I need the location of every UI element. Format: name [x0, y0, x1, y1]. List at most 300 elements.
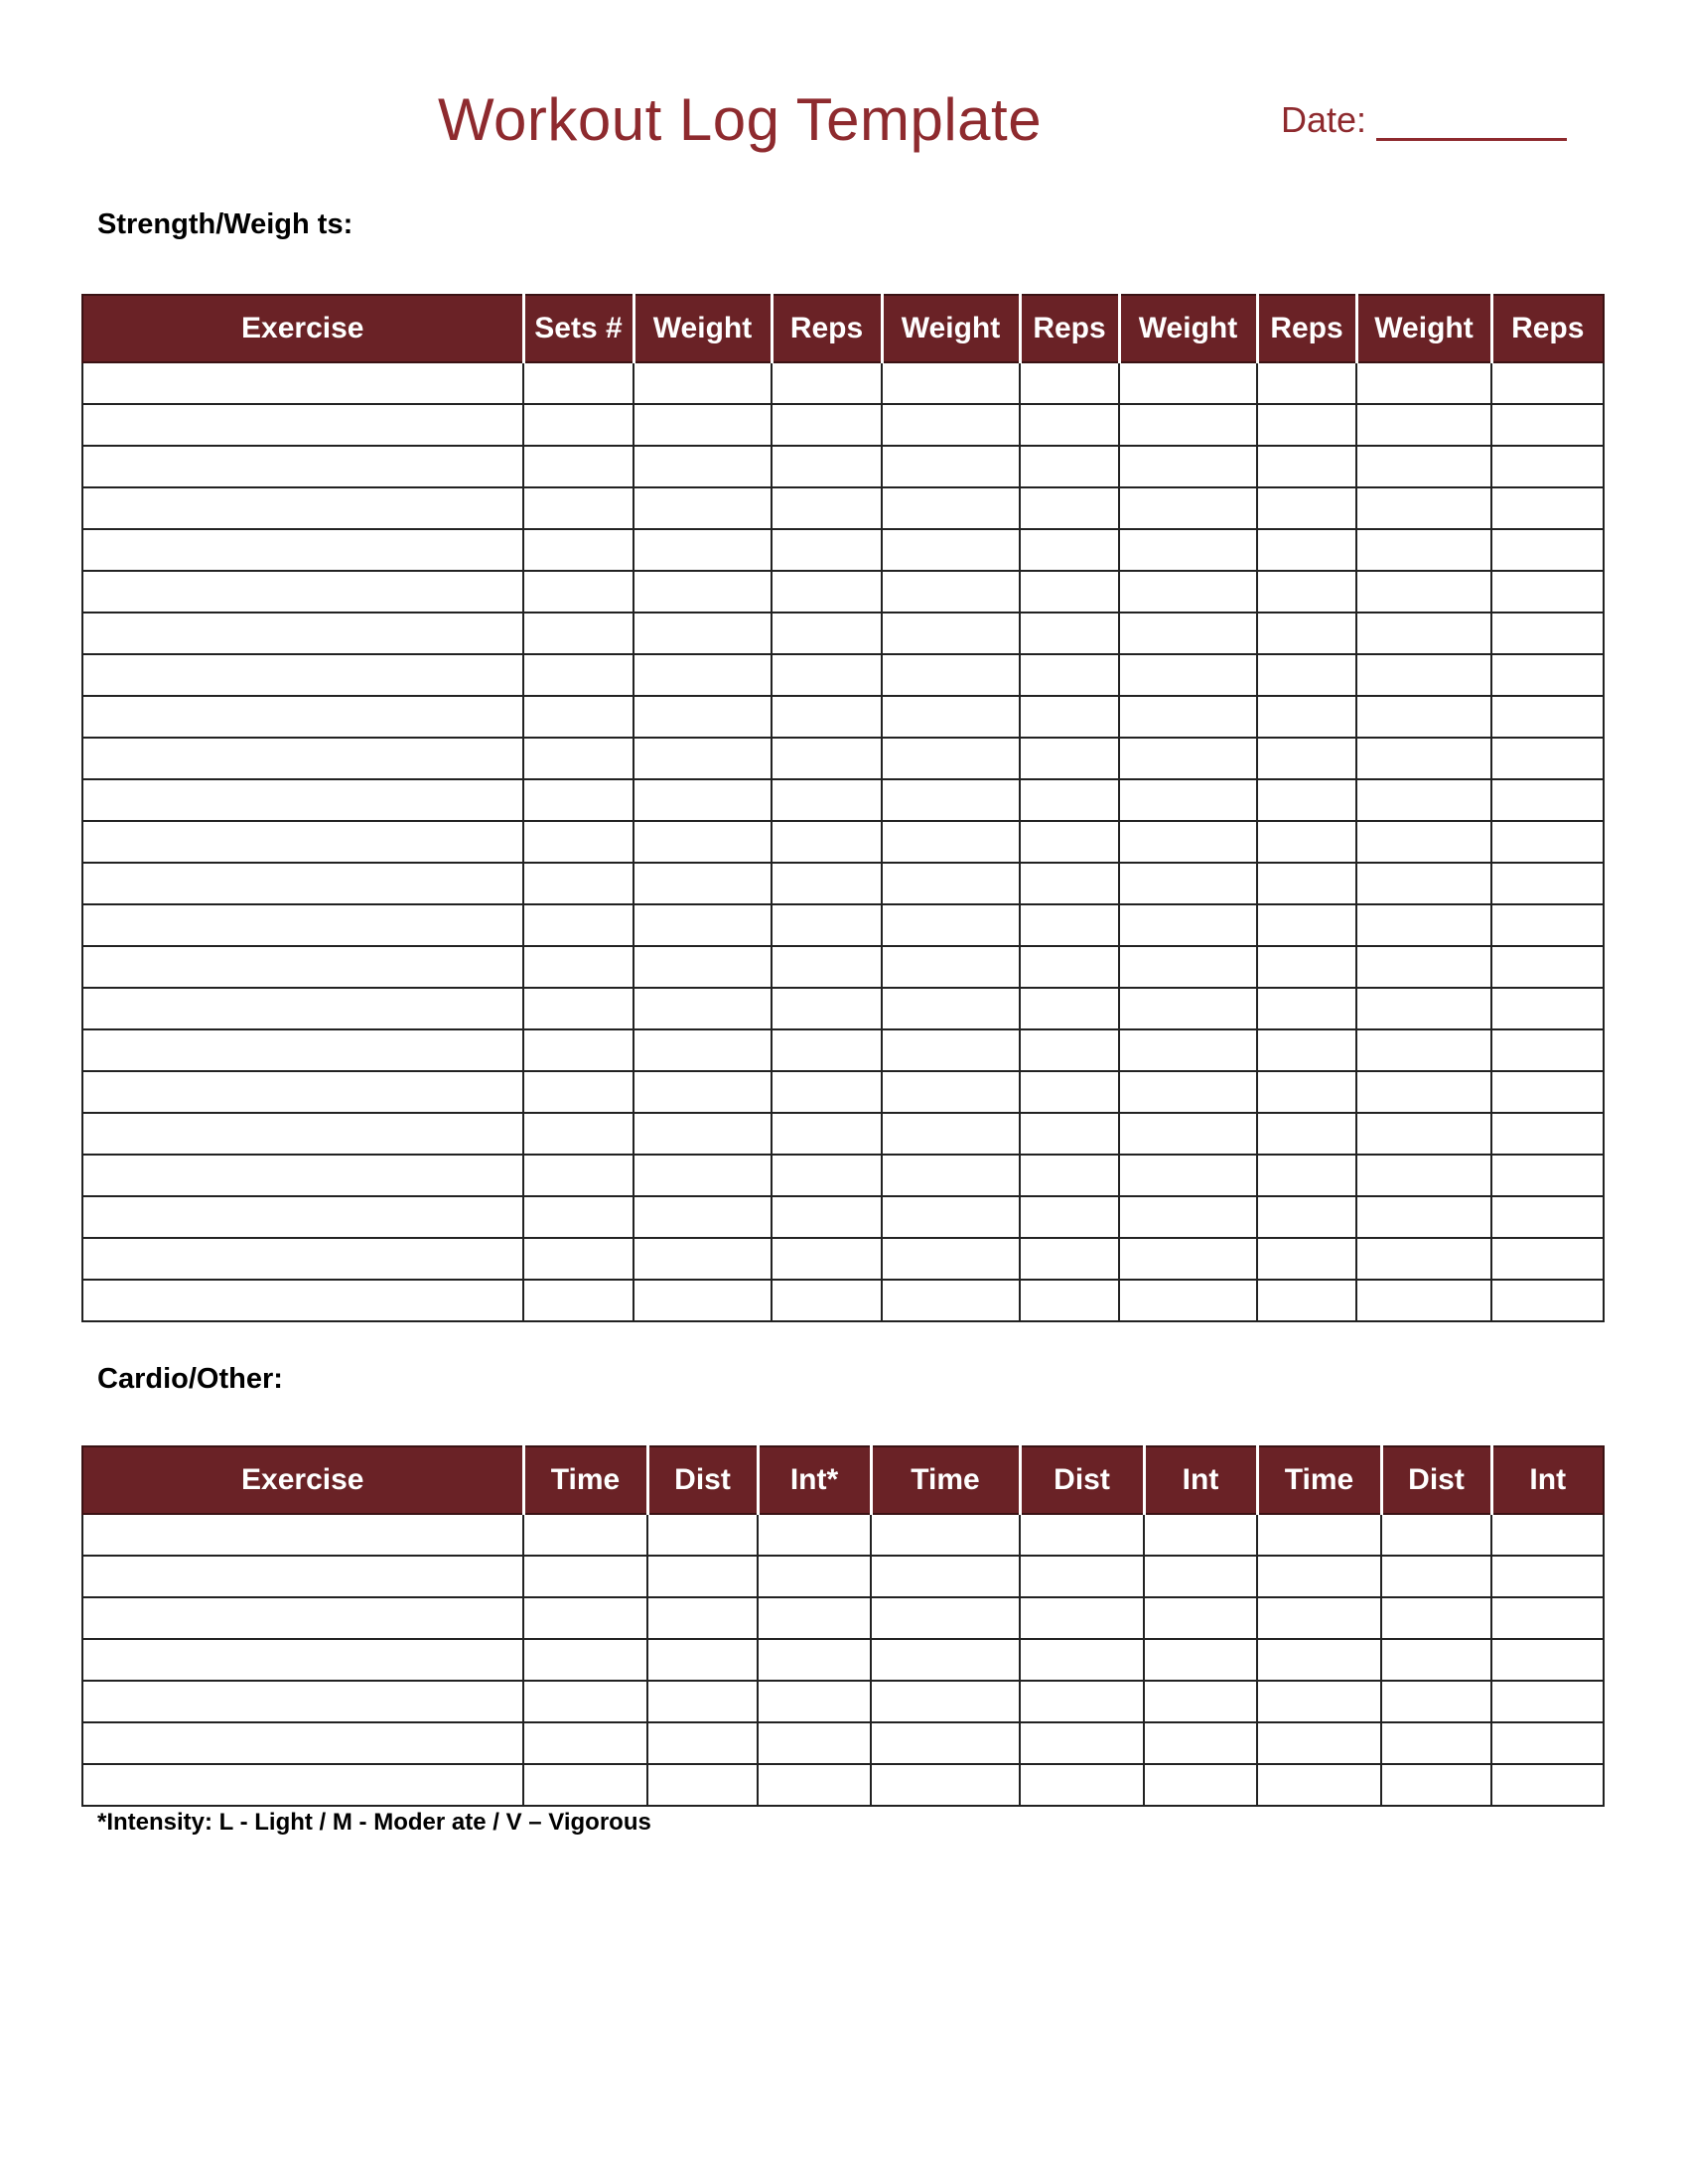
- strength-entry-cell[interactable]: [1119, 863, 1257, 904]
- strength-entry-cell[interactable]: [633, 1238, 772, 1280]
- strength-entry-cell[interactable]: [633, 1029, 772, 1071]
- strength-entry-cell[interactable]: [82, 529, 523, 571]
- strength-entry-cell[interactable]: [523, 779, 633, 821]
- strength-entry-cell[interactable]: [1356, 1029, 1491, 1071]
- strength-entry-cell[interactable]: [1020, 1155, 1119, 1196]
- strength-entry-cell[interactable]: [1119, 738, 1257, 779]
- cardio-entry-cell[interactable]: [523, 1722, 647, 1764]
- strength-entry-cell[interactable]: [633, 821, 772, 863]
- strength-entry-cell[interactable]: [1119, 654, 1257, 696]
- strength-entry-cell[interactable]: [633, 988, 772, 1029]
- cardio-entry-cell[interactable]: [1144, 1639, 1257, 1681]
- strength-entry-cell[interactable]: [633, 779, 772, 821]
- strength-entry-cell[interactable]: [1356, 1280, 1491, 1321]
- strength-entry-cell[interactable]: [1257, 613, 1356, 654]
- strength-entry-cell[interactable]: [1491, 571, 1604, 613]
- strength-entry-cell[interactable]: [1491, 946, 1604, 988]
- cardio-entry-cell[interactable]: [1491, 1639, 1604, 1681]
- strength-entry-cell[interactable]: [1020, 1071, 1119, 1113]
- strength-entry-cell[interactable]: [1119, 1113, 1257, 1155]
- strength-entry-cell[interactable]: [1257, 821, 1356, 863]
- strength-entry-cell[interactable]: [1020, 362, 1119, 404]
- cardio-entry-cell[interactable]: [1491, 1556, 1604, 1597]
- strength-entry-cell[interactable]: [882, 613, 1020, 654]
- strength-entry-cell[interactable]: [772, 529, 882, 571]
- cardio-entry-cell[interactable]: [1381, 1597, 1491, 1639]
- strength-entry-cell[interactable]: [772, 696, 882, 738]
- strength-entry-cell[interactable]: [1020, 779, 1119, 821]
- strength-entry-cell[interactable]: [633, 1280, 772, 1321]
- strength-entry-cell[interactable]: [1491, 696, 1604, 738]
- cardio-entry-cell[interactable]: [1144, 1514, 1257, 1556]
- cardio-entry-cell[interactable]: [647, 1722, 758, 1764]
- strength-entry-cell[interactable]: [1020, 613, 1119, 654]
- cardio-entry-cell[interactable]: [758, 1556, 871, 1597]
- strength-entry-cell[interactable]: [523, 571, 633, 613]
- cardio-entry-cell[interactable]: [1257, 1597, 1381, 1639]
- strength-entry-cell[interactable]: [1257, 946, 1356, 988]
- cardio-entry-cell[interactable]: [647, 1597, 758, 1639]
- strength-entry-cell[interactable]: [1020, 1238, 1119, 1280]
- strength-entry-cell[interactable]: [1119, 904, 1257, 946]
- strength-entry-cell[interactable]: [1020, 988, 1119, 1029]
- strength-entry-cell[interactable]: [523, 904, 633, 946]
- strength-entry-cell[interactable]: [1119, 1155, 1257, 1196]
- strength-entry-cell[interactable]: [1020, 863, 1119, 904]
- strength-entry-cell[interactable]: [1491, 863, 1604, 904]
- strength-entry-cell[interactable]: [1020, 738, 1119, 779]
- strength-entry-cell[interactable]: [1356, 654, 1491, 696]
- strength-entry-cell[interactable]: [882, 1155, 1020, 1196]
- cardio-entry-cell[interactable]: [647, 1514, 758, 1556]
- strength-entry-cell[interactable]: [1356, 946, 1491, 988]
- strength-entry-cell[interactable]: [1491, 738, 1604, 779]
- strength-entry-cell[interactable]: [633, 613, 772, 654]
- strength-entry-cell[interactable]: [1020, 696, 1119, 738]
- strength-entry-cell[interactable]: [1491, 988, 1604, 1029]
- strength-entry-cell[interactable]: [1119, 1238, 1257, 1280]
- strength-entry-cell[interactable]: [882, 863, 1020, 904]
- strength-entry-cell[interactable]: [1020, 1113, 1119, 1155]
- cardio-entry-cell[interactable]: [871, 1597, 1020, 1639]
- strength-entry-cell[interactable]: [1356, 988, 1491, 1029]
- cardio-entry-cell[interactable]: [1257, 1764, 1381, 1806]
- strength-entry-cell[interactable]: [772, 738, 882, 779]
- cardio-entry-cell[interactable]: [758, 1514, 871, 1556]
- strength-entry-cell[interactable]: [1356, 1071, 1491, 1113]
- strength-entry-cell[interactable]: [1257, 1155, 1356, 1196]
- strength-entry-cell[interactable]: [772, 571, 882, 613]
- strength-entry-cell[interactable]: [1119, 1280, 1257, 1321]
- strength-entry-cell[interactable]: [1257, 654, 1356, 696]
- cardio-entry-cell[interactable]: [1144, 1556, 1257, 1597]
- strength-entry-cell[interactable]: [1257, 1071, 1356, 1113]
- strength-entry-cell[interactable]: [1356, 571, 1491, 613]
- strength-entry-cell[interactable]: [633, 571, 772, 613]
- strength-entry-cell[interactable]: [1356, 362, 1491, 404]
- strength-entry-cell[interactable]: [82, 1071, 523, 1113]
- cardio-entry-cell[interactable]: [758, 1722, 871, 1764]
- strength-entry-cell[interactable]: [523, 863, 633, 904]
- strength-entry-cell[interactable]: [1257, 988, 1356, 1029]
- strength-entry-cell[interactable]: [1356, 487, 1491, 529]
- strength-entry-cell[interactable]: [1257, 696, 1356, 738]
- strength-entry-cell[interactable]: [1356, 863, 1491, 904]
- strength-entry-cell[interactable]: [882, 654, 1020, 696]
- strength-entry-cell[interactable]: [1356, 613, 1491, 654]
- strength-entry-cell[interactable]: [82, 779, 523, 821]
- cardio-entry-cell[interactable]: [82, 1556, 523, 1597]
- strength-entry-cell[interactable]: [882, 1113, 1020, 1155]
- cardio-entry-cell[interactable]: [1144, 1722, 1257, 1764]
- strength-entry-cell[interactable]: [1119, 696, 1257, 738]
- cardio-entry-cell[interactable]: [1020, 1514, 1144, 1556]
- strength-entry-cell[interactable]: [772, 1029, 882, 1071]
- strength-entry-cell[interactable]: [882, 1196, 1020, 1238]
- strength-entry-cell[interactable]: [633, 487, 772, 529]
- cardio-entry-cell[interactable]: [647, 1639, 758, 1681]
- strength-entry-cell[interactable]: [1257, 1029, 1356, 1071]
- cardio-entry-cell[interactable]: [1491, 1764, 1604, 1806]
- cardio-entry-cell[interactable]: [82, 1764, 523, 1806]
- strength-entry-cell[interactable]: [1257, 863, 1356, 904]
- strength-entry-cell[interactable]: [1020, 1029, 1119, 1071]
- cardio-entry-cell[interactable]: [1144, 1681, 1257, 1722]
- strength-entry-cell[interactable]: [523, 1238, 633, 1280]
- strength-entry-cell[interactable]: [1020, 446, 1119, 487]
- strength-entry-cell[interactable]: [1257, 904, 1356, 946]
- strength-entry-cell[interactable]: [882, 1238, 1020, 1280]
- cardio-entry-cell[interactable]: [871, 1722, 1020, 1764]
- strength-entry-cell[interactable]: [82, 946, 523, 988]
- strength-entry-cell[interactable]: [82, 1113, 523, 1155]
- cardio-entry-cell[interactable]: [647, 1556, 758, 1597]
- strength-entry-cell[interactable]: [882, 1071, 1020, 1113]
- strength-entry-cell[interactable]: [1257, 446, 1356, 487]
- strength-entry-cell[interactable]: [772, 487, 882, 529]
- cardio-entry-cell[interactable]: [82, 1639, 523, 1681]
- strength-entry-cell[interactable]: [523, 654, 633, 696]
- strength-entry-cell[interactable]: [882, 362, 1020, 404]
- strength-entry-cell[interactable]: [523, 1029, 633, 1071]
- strength-entry-cell[interactable]: [1119, 946, 1257, 988]
- strength-entry-cell[interactable]: [1491, 1196, 1604, 1238]
- strength-entry-cell[interactable]: [1356, 529, 1491, 571]
- strength-entry-cell[interactable]: [1257, 779, 1356, 821]
- cardio-entry-cell[interactable]: [1020, 1597, 1144, 1639]
- cardio-entry-cell[interactable]: [871, 1681, 1020, 1722]
- cardio-entry-cell[interactable]: [1491, 1722, 1604, 1764]
- strength-entry-cell[interactable]: [82, 487, 523, 529]
- strength-entry-cell[interactable]: [1020, 529, 1119, 571]
- cardio-entry-cell[interactable]: [1381, 1764, 1491, 1806]
- strength-entry-cell[interactable]: [523, 696, 633, 738]
- strength-entry-cell[interactable]: [1119, 613, 1257, 654]
- strength-entry-cell[interactable]: [882, 738, 1020, 779]
- strength-entry-cell[interactable]: [523, 404, 633, 446]
- strength-entry-cell[interactable]: [772, 863, 882, 904]
- strength-entry-cell[interactable]: [1119, 1071, 1257, 1113]
- strength-entry-cell[interactable]: [772, 654, 882, 696]
- strength-entry-cell[interactable]: [1119, 571, 1257, 613]
- strength-entry-cell[interactable]: [1020, 654, 1119, 696]
- strength-entry-cell[interactable]: [1257, 1196, 1356, 1238]
- strength-entry-cell[interactable]: [1020, 571, 1119, 613]
- strength-entry-cell[interactable]: [772, 404, 882, 446]
- strength-entry-cell[interactable]: [1020, 1280, 1119, 1321]
- strength-entry-cell[interactable]: [82, 988, 523, 1029]
- cardio-entry-cell[interactable]: [758, 1681, 871, 1722]
- strength-entry-cell[interactable]: [1356, 738, 1491, 779]
- strength-entry-cell[interactable]: [1119, 821, 1257, 863]
- strength-entry-cell[interactable]: [882, 446, 1020, 487]
- cardio-entry-cell[interactable]: [523, 1639, 647, 1681]
- strength-entry-cell[interactable]: [1491, 487, 1604, 529]
- cardio-entry-cell[interactable]: [871, 1514, 1020, 1556]
- strength-entry-cell[interactable]: [1491, 1280, 1604, 1321]
- cardio-entry-cell[interactable]: [1491, 1597, 1604, 1639]
- strength-entry-cell[interactable]: [882, 904, 1020, 946]
- strength-entry-cell[interactable]: [82, 613, 523, 654]
- strength-entry-cell[interactable]: [882, 404, 1020, 446]
- strength-entry-cell[interactable]: [1020, 946, 1119, 988]
- strength-entry-cell[interactable]: [633, 1071, 772, 1113]
- strength-entry-cell[interactable]: [772, 988, 882, 1029]
- strength-entry-cell[interactable]: [523, 529, 633, 571]
- strength-entry-cell[interactable]: [82, 904, 523, 946]
- strength-entry-cell[interactable]: [772, 779, 882, 821]
- cardio-entry-cell[interactable]: [758, 1639, 871, 1681]
- strength-entry-cell[interactable]: [772, 613, 882, 654]
- cardio-entry-cell[interactable]: [1020, 1722, 1144, 1764]
- strength-entry-cell[interactable]: [1356, 446, 1491, 487]
- strength-entry-cell[interactable]: [633, 696, 772, 738]
- strength-entry-cell[interactable]: [633, 529, 772, 571]
- strength-entry-cell[interactable]: [882, 1029, 1020, 1071]
- strength-entry-cell[interactable]: [1020, 1196, 1119, 1238]
- strength-entry-cell[interactable]: [1356, 1113, 1491, 1155]
- strength-entry-cell[interactable]: [82, 821, 523, 863]
- strength-entry-cell[interactable]: [772, 1113, 882, 1155]
- strength-entry-cell[interactable]: [1491, 1238, 1604, 1280]
- cardio-entry-cell[interactable]: [1381, 1556, 1491, 1597]
- strength-entry-cell[interactable]: [772, 946, 882, 988]
- strength-entry-cell[interactable]: [82, 571, 523, 613]
- strength-entry-cell[interactable]: [772, 362, 882, 404]
- strength-entry-cell[interactable]: [1020, 404, 1119, 446]
- strength-entry-cell[interactable]: [1491, 779, 1604, 821]
- strength-entry-cell[interactable]: [1491, 404, 1604, 446]
- cardio-entry-cell[interactable]: [1257, 1681, 1381, 1722]
- cardio-entry-cell[interactable]: [1020, 1764, 1144, 1806]
- cardio-entry-cell[interactable]: [1144, 1764, 1257, 1806]
- strength-entry-cell[interactable]: [1356, 821, 1491, 863]
- strength-entry-cell[interactable]: [523, 1196, 633, 1238]
- cardio-entry-cell[interactable]: [523, 1597, 647, 1639]
- strength-entry-cell[interactable]: [1491, 1113, 1604, 1155]
- strength-entry-cell[interactable]: [1020, 487, 1119, 529]
- strength-entry-cell[interactable]: [1257, 362, 1356, 404]
- strength-entry-cell[interactable]: [1356, 696, 1491, 738]
- strength-entry-cell[interactable]: [1491, 362, 1604, 404]
- strength-entry-cell[interactable]: [882, 696, 1020, 738]
- strength-entry-cell[interactable]: [1119, 529, 1257, 571]
- cardio-entry-cell[interactable]: [1257, 1722, 1381, 1764]
- cardio-entry-cell[interactable]: [523, 1681, 647, 1722]
- strength-entry-cell[interactable]: [82, 1280, 523, 1321]
- strength-entry-cell[interactable]: [1491, 1029, 1604, 1071]
- strength-entry-cell[interactable]: [82, 1155, 523, 1196]
- strength-entry-cell[interactable]: [523, 487, 633, 529]
- strength-entry-cell[interactable]: [523, 446, 633, 487]
- strength-entry-cell[interactable]: [1119, 404, 1257, 446]
- cardio-entry-cell[interactable]: [1144, 1597, 1257, 1639]
- strength-entry-cell[interactable]: [1491, 821, 1604, 863]
- strength-entry-cell[interactable]: [882, 529, 1020, 571]
- cardio-entry-cell[interactable]: [82, 1722, 523, 1764]
- cardio-entry-cell[interactable]: [758, 1764, 871, 1806]
- strength-entry-cell[interactable]: [523, 821, 633, 863]
- strength-entry-cell[interactable]: [772, 1280, 882, 1321]
- cardio-entry-cell[interactable]: [1257, 1556, 1381, 1597]
- strength-entry-cell[interactable]: [1119, 487, 1257, 529]
- strength-entry-cell[interactable]: [1257, 1113, 1356, 1155]
- strength-entry-cell[interactable]: [82, 404, 523, 446]
- strength-entry-cell[interactable]: [882, 821, 1020, 863]
- strength-entry-cell[interactable]: [772, 904, 882, 946]
- strength-entry-cell[interactable]: [772, 1196, 882, 1238]
- strength-entry-cell[interactable]: [1491, 654, 1604, 696]
- cardio-entry-cell[interactable]: [1491, 1514, 1604, 1556]
- strength-entry-cell[interactable]: [1491, 446, 1604, 487]
- cardio-entry-cell[interactable]: [1020, 1681, 1144, 1722]
- strength-entry-cell[interactable]: [523, 1071, 633, 1113]
- strength-entry-cell[interactable]: [523, 988, 633, 1029]
- strength-entry-cell[interactable]: [523, 362, 633, 404]
- strength-entry-cell[interactable]: [1257, 571, 1356, 613]
- cardio-entry-cell[interactable]: [1020, 1556, 1144, 1597]
- cardio-entry-cell[interactable]: [523, 1514, 647, 1556]
- cardio-entry-cell[interactable]: [1491, 1681, 1604, 1722]
- cardio-entry-cell[interactable]: [1381, 1722, 1491, 1764]
- strength-entry-cell[interactable]: [1491, 904, 1604, 946]
- strength-entry-cell[interactable]: [1257, 1280, 1356, 1321]
- strength-entry-cell[interactable]: [633, 654, 772, 696]
- cardio-entry-cell[interactable]: [1257, 1639, 1381, 1681]
- strength-entry-cell[interactable]: [1491, 1071, 1604, 1113]
- strength-entry-cell[interactable]: [82, 1196, 523, 1238]
- strength-entry-cell[interactable]: [1020, 821, 1119, 863]
- cardio-entry-cell[interactable]: [82, 1514, 523, 1556]
- strength-entry-cell[interactable]: [82, 738, 523, 779]
- cardio-entry-cell[interactable]: [82, 1681, 523, 1722]
- strength-entry-cell[interactable]: [1356, 1196, 1491, 1238]
- strength-entry-cell[interactable]: [772, 1238, 882, 1280]
- strength-entry-cell[interactable]: [523, 1155, 633, 1196]
- strength-entry-cell[interactable]: [633, 946, 772, 988]
- strength-entry-cell[interactable]: [1491, 613, 1604, 654]
- strength-entry-cell[interactable]: [523, 946, 633, 988]
- date-blank-line[interactable]: [1376, 100, 1567, 141]
- strength-entry-cell[interactable]: [1119, 446, 1257, 487]
- strength-entry-cell[interactable]: [633, 404, 772, 446]
- strength-entry-cell[interactable]: [882, 946, 1020, 988]
- strength-entry-cell[interactable]: [633, 1196, 772, 1238]
- strength-entry-cell[interactable]: [1356, 404, 1491, 446]
- strength-entry-cell[interactable]: [523, 1113, 633, 1155]
- strength-entry-cell[interactable]: [1356, 779, 1491, 821]
- cardio-entry-cell[interactable]: [523, 1556, 647, 1597]
- cardio-entry-cell[interactable]: [1257, 1514, 1381, 1556]
- strength-entry-cell[interactable]: [1119, 988, 1257, 1029]
- strength-entry-cell[interactable]: [772, 1155, 882, 1196]
- strength-entry-cell[interactable]: [1491, 529, 1604, 571]
- strength-entry-cell[interactable]: [882, 571, 1020, 613]
- strength-entry-cell[interactable]: [82, 1238, 523, 1280]
- cardio-entry-cell[interactable]: [647, 1764, 758, 1806]
- strength-entry-cell[interactable]: [1119, 362, 1257, 404]
- cardio-entry-cell[interactable]: [758, 1597, 871, 1639]
- strength-entry-cell[interactable]: [882, 779, 1020, 821]
- strength-entry-cell[interactable]: [633, 1155, 772, 1196]
- strength-entry-cell[interactable]: [1257, 404, 1356, 446]
- strength-entry-cell[interactable]: [633, 362, 772, 404]
- strength-entry-cell[interactable]: [882, 988, 1020, 1029]
- strength-entry-cell[interactable]: [1257, 487, 1356, 529]
- cardio-entry-cell[interactable]: [1381, 1681, 1491, 1722]
- cardio-entry-cell[interactable]: [1020, 1639, 1144, 1681]
- strength-entry-cell[interactable]: [82, 1029, 523, 1071]
- strength-entry-cell[interactable]: [1119, 1029, 1257, 1071]
- cardio-entry-cell[interactable]: [82, 1597, 523, 1639]
- strength-entry-cell[interactable]: [1257, 529, 1356, 571]
- strength-entry-cell[interactable]: [633, 1113, 772, 1155]
- strength-entry-cell[interactable]: [82, 654, 523, 696]
- strength-entry-cell[interactable]: [1356, 1238, 1491, 1280]
- cardio-entry-cell[interactable]: [647, 1681, 758, 1722]
- strength-entry-cell[interactable]: [1119, 779, 1257, 821]
- strength-entry-cell[interactable]: [633, 446, 772, 487]
- strength-entry-cell[interactable]: [523, 738, 633, 779]
- strength-entry-cell[interactable]: [82, 696, 523, 738]
- strength-entry-cell[interactable]: [882, 487, 1020, 529]
- cardio-entry-cell[interactable]: [1381, 1639, 1491, 1681]
- strength-entry-cell[interactable]: [772, 821, 882, 863]
- strength-entry-cell[interactable]: [772, 446, 882, 487]
- strength-entry-cell[interactable]: [1356, 1155, 1491, 1196]
- strength-entry-cell[interactable]: [1491, 1155, 1604, 1196]
- strength-entry-cell[interactable]: [633, 904, 772, 946]
- cardio-entry-cell[interactable]: [1381, 1514, 1491, 1556]
- strength-entry-cell[interactable]: [1020, 904, 1119, 946]
- strength-entry-cell[interactable]: [1257, 1238, 1356, 1280]
- strength-entry-cell[interactable]: [1257, 738, 1356, 779]
- cardio-entry-cell[interactable]: [871, 1764, 1020, 1806]
- strength-entry-cell[interactable]: [1356, 904, 1491, 946]
- strength-entry-cell[interactable]: [523, 1280, 633, 1321]
- cardio-entry-cell[interactable]: [871, 1639, 1020, 1681]
- strength-entry-cell[interactable]: [1119, 1196, 1257, 1238]
- strength-entry-cell[interactable]: [772, 1071, 882, 1113]
- strength-entry-cell[interactable]: [633, 863, 772, 904]
- cardio-entry-cell[interactable]: [871, 1556, 1020, 1597]
- strength-entry-cell[interactable]: [82, 362, 523, 404]
- strength-entry-cell[interactable]: [633, 738, 772, 779]
- strength-entry-cell[interactable]: [82, 446, 523, 487]
- strength-entry-cell[interactable]: [82, 863, 523, 904]
- strength-entry-cell[interactable]: [882, 1280, 1020, 1321]
- cardio-entry-cell[interactable]: [523, 1764, 647, 1806]
